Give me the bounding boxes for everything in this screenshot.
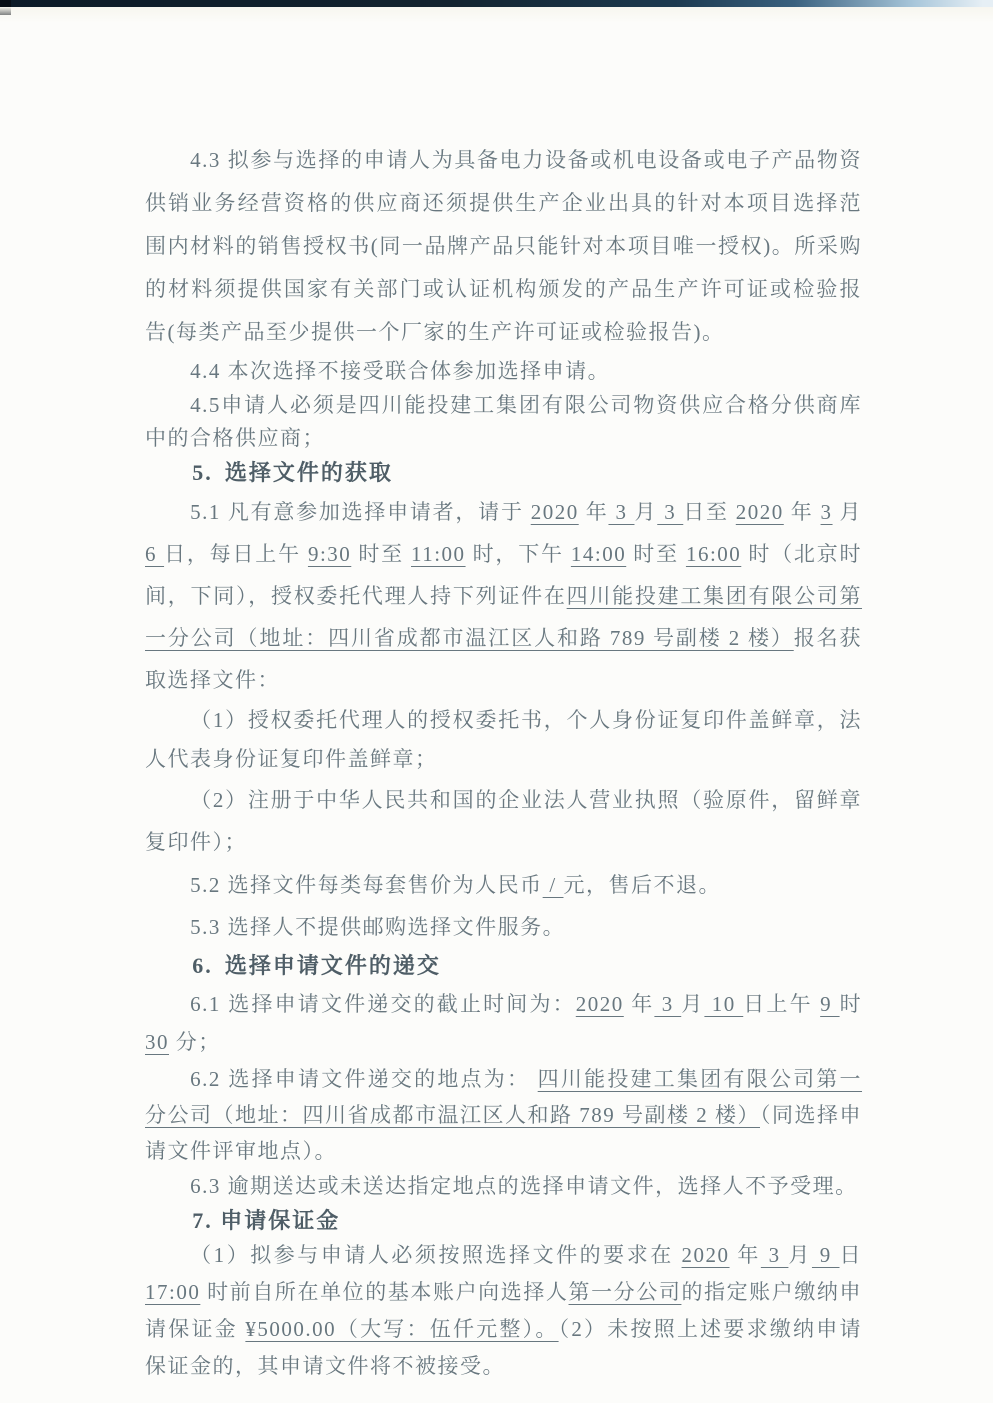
underlined-text: 3 bbox=[760, 1243, 789, 1267]
text-segment: 5.1 凡有意参加选择申请者，请于 bbox=[190, 500, 531, 524]
text-segment: 年 bbox=[578, 500, 609, 524]
underlined-text: ¥5000.00（大写：伍仟元整）。 bbox=[245, 1317, 559, 1341]
text-segment: 时（北京时间，下同），授权委托代理人持下列证件在 bbox=[145, 542, 863, 608]
text-segment: 5.2 选择文件每类每套售价为人民币 bbox=[190, 873, 543, 897]
underlined-text: 3 bbox=[820, 500, 833, 524]
underlined-text: 10 bbox=[704, 992, 744, 1016]
text-segment: （同选择申请文件评审地点）。 bbox=[145, 1103, 862, 1163]
text-segment: 月 bbox=[634, 500, 658, 524]
text-segment: （1）拟参与申请人必须按照选择文件的要求在 bbox=[190, 1243, 682, 1267]
paragraph-5-1 bbox=[145, 491, 862, 701]
underlined-text: 四川能投建工集团有限公司第一分公司（地址：四川省成都市温江区人和路 789 号副楼 2 楼） bbox=[145, 584, 863, 650]
underlined-text: 3 bbox=[657, 500, 684, 524]
underlined-text: 17:00 bbox=[145, 1280, 201, 1304]
heading-7 bbox=[145, 1204, 862, 1237]
text-segment: （2）未按照上述要求缴纳申请保证金的，其申请文件将不被接受。 bbox=[145, 1317, 863, 1378]
underlined-text: 四川能投建工集团有限公司第一分公司（地址：四川省成都市温江区人和路 789 号副楼 2 楼） bbox=[145, 1067, 863, 1127]
underlined-text: 9 bbox=[820, 992, 840, 1016]
text-segment: 日上午 bbox=[743, 992, 821, 1016]
text-segment: （2）注册于中华人民共和国的企业法人营业执照（验原件，留鲜章复印件）； bbox=[145, 788, 862, 854]
underlined-text: 2020 bbox=[735, 500, 784, 524]
text-segment: 5. bbox=[192, 460, 213, 485]
underlined-text: 11:00 bbox=[411, 542, 466, 566]
underlined-text: 9:30 bbox=[307, 542, 352, 566]
underlined-text: 30 bbox=[145, 1030, 169, 1054]
text-segment: 年 bbox=[623, 992, 655, 1016]
text-segment: 月 bbox=[832, 500, 863, 524]
paragraph-6-3 bbox=[145, 1169, 862, 1204]
text-segment: 6. bbox=[192, 953, 213, 978]
text-segment: 4.5申请人必须是四川能投建工集团有限公司物资供应合格分供商库中的合格供应商； bbox=[145, 393, 862, 450]
text-segment: 6.2 选择申请文件递交的地点为： bbox=[190, 1067, 538, 1091]
underlined-text: 2020 bbox=[681, 1243, 730, 1267]
underlined-text: 第一分公司 bbox=[568, 1280, 682, 1304]
text-segment: 5.3 选择人不提供邮购选择文件服务。 bbox=[190, 915, 566, 939]
text-segment: 元，售后不退。 bbox=[563, 873, 721, 897]
text-segment: 时，下午 bbox=[465, 542, 571, 566]
paragraph-4-5 bbox=[145, 389, 862, 455]
text-segment: 4.4 本次选择不接受联合体参加选择申请。 bbox=[190, 359, 611, 383]
underlined-text: 16:00 bbox=[685, 542, 742, 566]
text-segment: 报名获取选择文件： bbox=[145, 626, 863, 692]
text-segment: 选择申请文件的递交 bbox=[224, 953, 441, 978]
text-segment: 月 bbox=[681, 992, 705, 1016]
underlined-text: 3 bbox=[654, 992, 682, 1016]
text-segment: 年 bbox=[729, 1243, 761, 1267]
underlined-text: / bbox=[542, 873, 564, 897]
text-segment: 时至 bbox=[626, 542, 686, 566]
text-segment: 日 bbox=[839, 1243, 863, 1267]
text-segment: 分； bbox=[169, 1030, 221, 1054]
paragraph-item-2 bbox=[145, 779, 862, 863]
heading-5 bbox=[145, 455, 862, 491]
text-segment: 选择文件的获取 bbox=[224, 460, 393, 485]
paragraph-7-1 bbox=[145, 1237, 862, 1385]
paragraph-item-1 bbox=[145, 701, 862, 779]
text-segment: 的指定账户缴纳申请保证金 bbox=[145, 1280, 863, 1341]
paragraph-6-2 bbox=[145, 1061, 862, 1169]
text-segment: 时 bbox=[839, 992, 863, 1016]
text-segment: 7. 申请保证金 bbox=[192, 1208, 341, 1233]
text-segment: 4.3 拟参与选择的申请人为具备电力设备或机电设备或电子产品物资供销业务经营资格的供应商还须提供生产企业出具的针对本项目选择范围内材料的销售授权书(同一品牌产品只能针对本项目唯一授权)。所采购的材料须提供国家有关部门或认证机构颁发的产品生产许可证或检验报告(每类产品至少提供一个厂家的生产许可证或检验报告)。 bbox=[145, 148, 862, 344]
paragraph-4-4 bbox=[145, 354, 862, 389]
underlined-text: 2020 bbox=[575, 992, 624, 1016]
underlined-text: 6 bbox=[145, 542, 165, 566]
text-segment: 时至 bbox=[351, 542, 411, 566]
underlined-text: 2020 bbox=[530, 500, 579, 524]
underlined-text: 3 bbox=[608, 500, 635, 524]
text-segment: 时前自所在单位的基本账户向选择人 bbox=[200, 1280, 569, 1304]
text-segment: 6.3 逾期送达或未送达指定地点的选择申请文件，选择人不予受理。 bbox=[190, 1174, 858, 1198]
paragraph-5-3 bbox=[145, 907, 862, 947]
text-segment: 6.1 选择申请文件递交的截止时间为： bbox=[190, 992, 576, 1016]
heading-6 bbox=[145, 947, 862, 985]
text-segment: 月 bbox=[788, 1243, 812, 1267]
text-segment: 年 bbox=[783, 500, 821, 524]
text-segment: 日至 bbox=[683, 500, 736, 524]
underlined-text: 14:00 bbox=[570, 542, 627, 566]
text-segment: （1）授权委托代理人的授权委托书，个人身份证复印件盖鲜章，法人代表身份证复印件盖鲜章； bbox=[145, 708, 862, 771]
paragraph-5-2 bbox=[145, 863, 862, 907]
paragraph-6-1 bbox=[145, 985, 862, 1061]
paragraph-4-3 bbox=[145, 139, 862, 354]
text-segment: 日，每日上午 bbox=[164, 542, 308, 566]
underlined-text: 9 bbox=[811, 1243, 840, 1267]
